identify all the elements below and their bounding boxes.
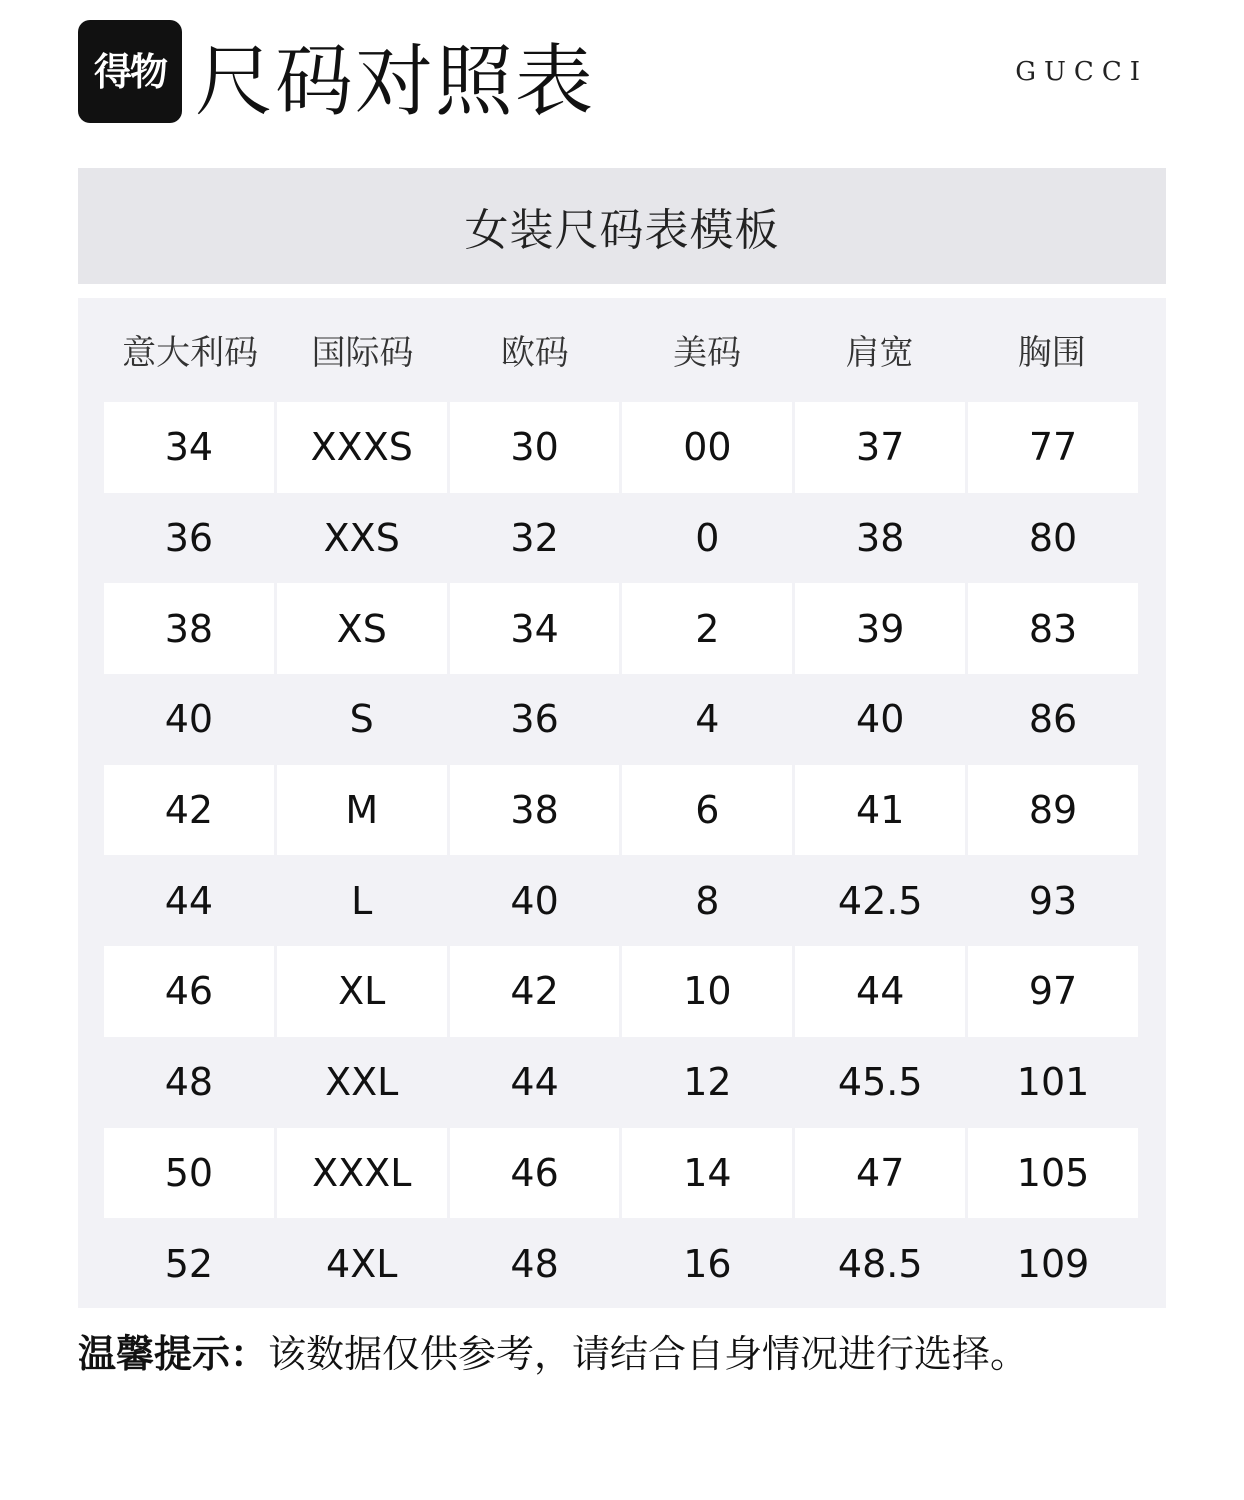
column-header-shoulder: 肩宽 xyxy=(845,332,914,373)
table-row xyxy=(104,493,1138,584)
table-cell: 52 xyxy=(164,1241,214,1286)
table-cell: 34 xyxy=(104,402,274,493)
table-cell: 50 xyxy=(104,1128,274,1219)
table-cell: 39 xyxy=(795,583,965,674)
table-cell: 38 xyxy=(856,516,905,561)
column-header-us-size: 美码 xyxy=(673,332,742,373)
table-cell: 14 xyxy=(622,1128,792,1219)
table-header-row xyxy=(104,298,1138,400)
table-cell: 00 xyxy=(622,402,792,493)
table-cell: 48.5 xyxy=(837,1241,923,1286)
table-cell: 2 xyxy=(622,583,792,674)
column-header-italy-size: 意大利码 xyxy=(122,332,259,373)
table-cell: 47 xyxy=(795,1128,965,1219)
table-cell: 93 xyxy=(1028,878,1078,923)
table-row xyxy=(104,583,1138,674)
page-title: 尺码对照表 xyxy=(195,37,596,127)
table-cell: 32 xyxy=(510,516,559,561)
table-cell: 4XL xyxy=(326,1241,398,1286)
table-cell: 97 xyxy=(968,946,1138,1037)
table-cell: XXS xyxy=(323,516,400,561)
table-body xyxy=(104,402,1138,1309)
table-cell: 36 xyxy=(164,516,214,561)
table-cell: 8 xyxy=(695,878,720,923)
table-row xyxy=(104,1218,1138,1309)
table-cell: 38 xyxy=(104,583,274,674)
column-header-eu-size: 欧码 xyxy=(500,332,569,373)
table-title: 女装尺码表模板 xyxy=(464,205,780,256)
table-cell: 86 xyxy=(1028,697,1078,742)
table-cell: 44 xyxy=(510,1060,559,1105)
table-cell: XXL xyxy=(325,1060,399,1105)
tip-label: 温馨提示： xyxy=(78,1332,269,1376)
table-cell: 109 xyxy=(1016,1241,1090,1286)
table-cell: 38 xyxy=(450,765,620,856)
table-cell: L xyxy=(351,878,373,923)
table-cell: 40 xyxy=(164,697,214,742)
table-cell: 6 xyxy=(622,765,792,856)
table-cell: 48 xyxy=(510,1241,559,1286)
table-cell: 4 xyxy=(695,697,720,742)
table-row xyxy=(104,1037,1138,1128)
table-cell: M xyxy=(277,765,447,856)
column-header-intl-size: 国际码 xyxy=(311,332,414,373)
table-cell: 46 xyxy=(104,946,274,1037)
table-cell: XXXS xyxy=(277,402,447,493)
table-cell: 12 xyxy=(683,1060,732,1105)
table-cell: 83 xyxy=(968,583,1138,674)
table-cell: 45.5 xyxy=(837,1060,923,1105)
table-cell: 44 xyxy=(164,878,214,923)
table-cell: 42.5 xyxy=(837,878,923,923)
table-cell: 40 xyxy=(856,697,905,742)
table-cell: S xyxy=(349,697,374,742)
table-cell: 44 xyxy=(795,946,965,1037)
table-cell: 89 xyxy=(968,765,1138,856)
size-table xyxy=(78,298,1166,1308)
table-row xyxy=(104,674,1138,765)
table-cell: 36 xyxy=(510,697,559,742)
table-cell: 48 xyxy=(164,1060,214,1105)
table-cell: 105 xyxy=(968,1128,1138,1219)
table-cell: 37 xyxy=(795,402,965,493)
table-row xyxy=(104,1128,1138,1219)
table-cell: 101 xyxy=(1016,1060,1090,1105)
table-row xyxy=(104,765,1138,856)
table-cell: 30 xyxy=(450,402,620,493)
table-row xyxy=(104,946,1138,1037)
table-cell: 42 xyxy=(450,946,620,1037)
logo-text: 得物 xyxy=(93,49,166,94)
tip-text: 该数据仅供参考，请结合自身情况进行选择。 xyxy=(268,1332,1029,1376)
table-cell: 42 xyxy=(104,765,274,856)
table-cell: XXXL xyxy=(277,1128,447,1219)
tip-note xyxy=(78,1326,1028,1382)
table-row xyxy=(104,855,1138,946)
table-cell: XL xyxy=(277,946,447,1037)
table-cell: 0 xyxy=(695,516,720,561)
table-cell: 10 xyxy=(622,946,792,1037)
brand-wordmark: GUCCI xyxy=(1015,57,1148,87)
table-cell: 77 xyxy=(968,402,1138,493)
table-cell: 40 xyxy=(510,878,559,923)
table-row xyxy=(104,402,1138,493)
table-cell: 34 xyxy=(450,583,620,674)
table-cell: 46 xyxy=(450,1128,620,1219)
table-banner xyxy=(78,168,1166,284)
table-cell: 41 xyxy=(795,765,965,856)
column-header-bust: 胸围 xyxy=(1017,332,1086,373)
table-cell: 80 xyxy=(1028,516,1078,561)
app-logo xyxy=(78,20,182,123)
table-cell: 16 xyxy=(683,1241,732,1286)
table-cell: XS xyxy=(277,583,447,674)
